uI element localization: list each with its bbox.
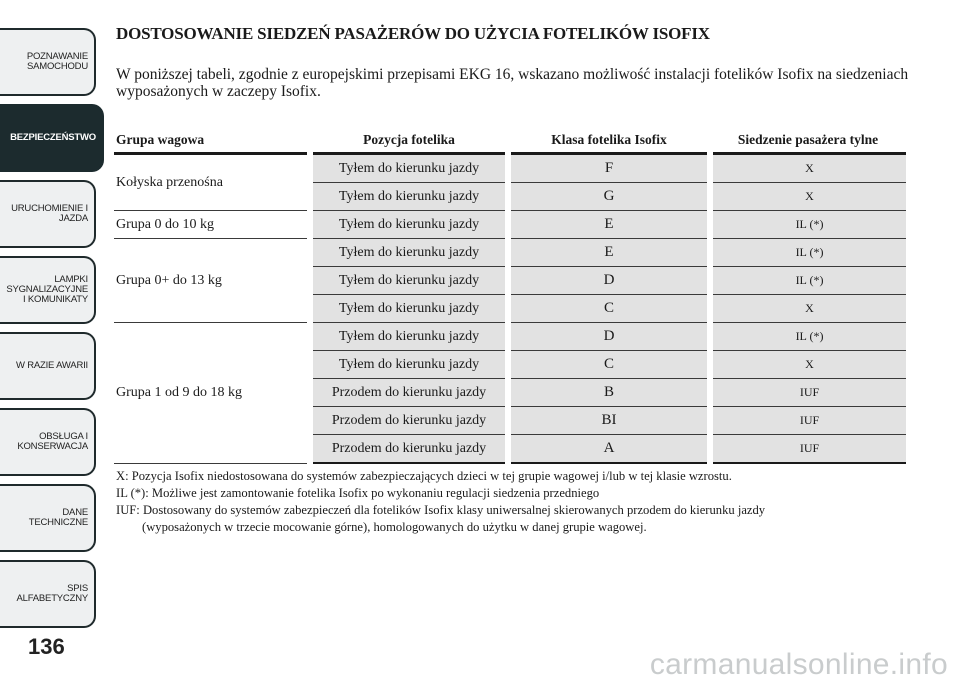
tab-label: BEZPIECZEŃSTWO (10, 132, 96, 143)
class-cell: D (508, 267, 710, 295)
class-cell: C (508, 351, 710, 379)
note-iuf: IUF: Dostosowany do systemów zabezpieczeń dla fotelików Isofix klasy uniwersalnej skierowanych przodem do kierunku jazdy (116, 503, 766, 517)
header-rear-seat: Siedzenie pasażera tylne (710, 128, 906, 154)
class-cell: BI (508, 407, 710, 435)
seat-cell: X (710, 295, 906, 323)
tab-bezpieczenstwo[interactable] (0, 104, 104, 172)
header-weight-group: Grupa wagowa (114, 128, 310, 154)
tab-label: URUCHOMIENIE I JAZDA (11, 203, 88, 224)
watermark: carmanualsonline.info (649, 648, 948, 681)
page-number: 136 (28, 634, 65, 659)
position-cell: Tyłem do kierunku jazdy (310, 323, 508, 351)
position-cell: Przodem do kierunku jazdy (310, 407, 508, 435)
class-cell: C (508, 295, 710, 323)
class-cell: D (508, 323, 710, 351)
header-isofix-class: Klasa fotelika Isofix (508, 128, 710, 154)
position-cell: Przodem do kierunku jazdy (310, 435, 508, 464)
seat-cell: X (710, 351, 906, 379)
tab-w-razie-awarii[interactable] (0, 332, 96, 400)
header-seat-position: Pozycja fotelika (310, 128, 508, 154)
position-cell: Tyłem do kierunku jazdy (310, 183, 508, 211)
tab-obsluga-i-konserwacja[interactable] (0, 408, 96, 476)
page-title: DOSTOSOWANIE SIEDZEŃ PASAŻERÓW DO UŻYCIA FOTELIKÓW ISOFIX (116, 24, 710, 43)
seat-cell: X (710, 183, 906, 211)
table-notes (116, 468, 916, 536)
weight-group-cell: Kołyska przenośna (114, 154, 310, 211)
tab-spis-alfabetyczny[interactable] (0, 560, 96, 628)
table-row (114, 239, 906, 267)
seat-cell: IUF (710, 379, 906, 407)
note-iuf-continued: (wyposażonych w trzecie mocowanie górne), homologowanych do użytku w danej grupie wagowej. (142, 520, 647, 534)
table-row (114, 211, 906, 239)
class-cell: B (508, 379, 710, 407)
tab-label: SPIS ALFABETYCZNY (16, 583, 88, 604)
position-cell: Tyłem do kierunku jazdy (310, 267, 508, 295)
position-cell: Tyłem do kierunku jazdy (310, 295, 508, 323)
tab-label: POZNAWANIE SAMOCHODU (26, 51, 88, 72)
isofix-table (114, 128, 906, 464)
seat-cell: IUF (710, 435, 906, 464)
table-row (114, 323, 906, 351)
weight-group-cell: Grupa 0 do 10 kg (114, 211, 310, 239)
tab-dane-techniczne[interactable] (0, 484, 96, 552)
tab-poznawanie-samochodu[interactable] (0, 28, 96, 96)
note-il: IL (*): Możliwe jest zamontowanie fotelika Isofix po wykonaniu regulacji siedzenia przedniego (116, 486, 600, 500)
tab-uruchomienie-i-jazda[interactable] (0, 180, 96, 248)
class-cell: G (508, 183, 710, 211)
intro-paragraph: W poniższej tabeli, zgodnie z europejskimi przepisami EKG 16, wskazano możliwość instalacji fotelików Isofix na siedzeniach wyposażonych w zaczepy Isofix. (116, 66, 909, 100)
table-row (114, 154, 906, 183)
tab-label: W RAZIE AWARII (16, 360, 88, 371)
seat-cell: IL (*) (710, 267, 906, 295)
tab-lampki-sygnalizacyjne[interactable] (0, 256, 96, 324)
class-cell: E (508, 239, 710, 267)
tab-label: LAMPKI SYGNALIZACYJNE I KOMUNIKATY (6, 274, 88, 305)
seat-cell: IL (*) (710, 323, 906, 351)
seat-cell: IL (*) (710, 211, 906, 239)
position-cell: Tyłem do kierunku jazdy (310, 154, 508, 183)
seat-cell: IUF (710, 407, 906, 435)
position-cell: Tyłem do kierunku jazdy (310, 351, 508, 379)
class-cell: F (508, 154, 710, 183)
class-cell: A (508, 435, 710, 464)
position-cell: Tyłem do kierunku jazdy (310, 239, 508, 267)
weight-group-cell: Grupa 1 od 9 do 18 kg (114, 323, 310, 464)
seat-cell: X (710, 154, 906, 183)
position-cell: Tyłem do kierunku jazdy (310, 211, 508, 239)
class-cell: E (508, 211, 710, 239)
seat-cell: IL (*) (710, 239, 906, 267)
note-x: X: Pozycja Isofix niedostosowana do systemów zabezpieczających dzieci w tej grupie wagowej i/lub w tej klasie wzrostu. (116, 469, 732, 483)
weight-group-cell: Grupa 0+ do 13 kg (114, 239, 310, 323)
position-cell: Przodem do kierunku jazdy (310, 379, 508, 407)
tab-label: OBSŁUGA I KONSERWACJA (17, 431, 88, 452)
tab-label: DANE TECHNICZNE (28, 507, 88, 528)
table-header-row (114, 128, 906, 154)
